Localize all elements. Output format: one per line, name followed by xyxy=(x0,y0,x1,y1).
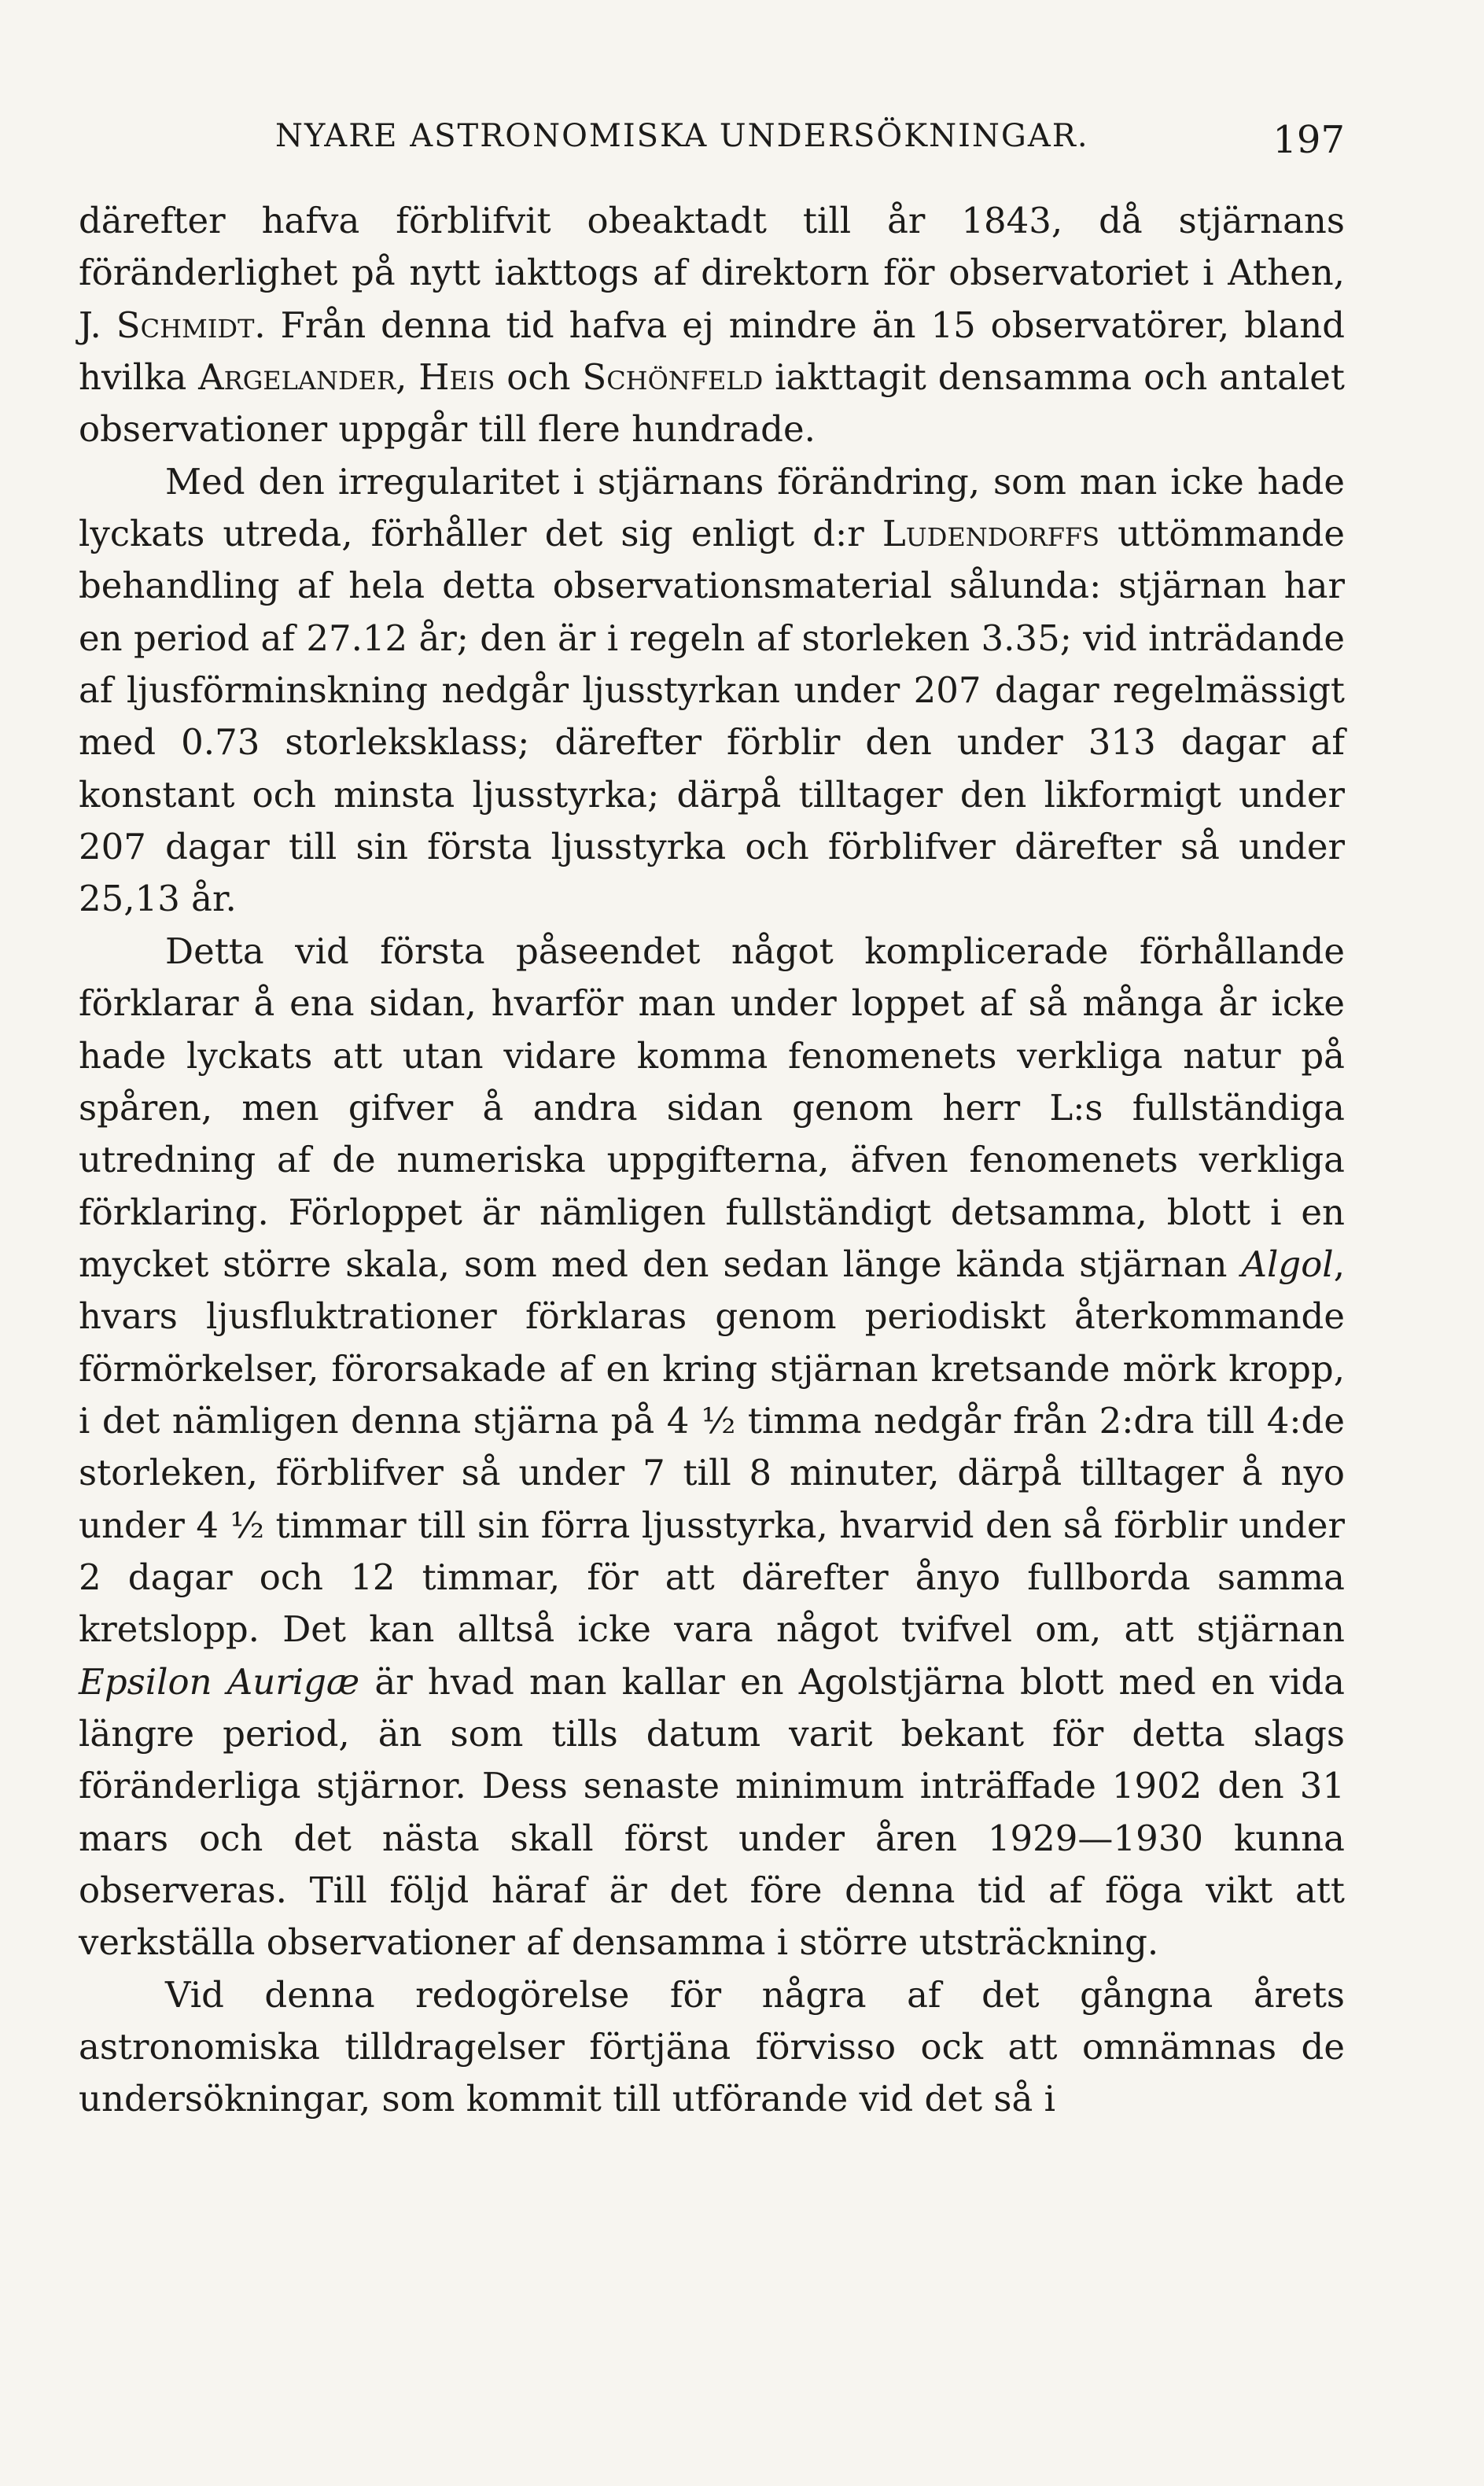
author-name: Argelander xyxy=(198,356,396,399)
running-head: NYARE ASTRONOMISKA UNDERSÖKNINGAR. xyxy=(275,118,1089,154)
paragraph-1: därefter hafva förblifvit obeaktadt till år 1843, då stjärnans föränderlighet på nytt iakttogs af direktorn för observatoriet i Athen, J. Schmidt. Från denna tid hafva ej mindre än 15 observatörer, bland hvilka Argelander, Heis och Schönfeld iakttagit densamma och antalet observationer uppgår till flere hundrade. xyxy=(79,200,1346,451)
page-number: 197 xyxy=(1272,118,1345,162)
body-text xyxy=(79,195,1345,2126)
author-name: Schmidt xyxy=(116,304,255,346)
author-name: Schönfeld xyxy=(582,356,764,399)
paragraph-4: Vid denna redogörelse för några af det gångna årets astronomiska tilldragelser förtjäna förvisso ock att omnämnas de undersökningar, som kommit till utförande vid det så i xyxy=(79,1973,1345,2120)
author-name: Heis xyxy=(418,356,495,399)
paragraph-2: Med den irregularitet i stjärnans förändring, som man icke hade lyckats utreda, förhåller det sig enligt d:r Ludendorffs uttömmande behandling af hela detta observationsmaterial sålunda: stjärnan har en period af 27.12 år; den är i regeln af storleken 3.35; vid inträdande af ljusförminskning nedgår ljusstyrkan under 207 dagar regelmässigt med 0.73 storleksklass; därefter förblir den under 313 dagar af konstant och minsta ljusstyrka; därpå tilltager den likformigt under 207 dagar till sin första ljusstyrka och förblifver därefter så under 25,13 år. xyxy=(79,460,1345,920)
star-name: Epsilon Aurigæ xyxy=(79,1660,360,1703)
author-name: Ludendorffs xyxy=(882,513,1100,555)
star-name: Algol xyxy=(1241,1243,1334,1285)
page-header xyxy=(79,118,1345,165)
paragraph-3: Detta vid första påseendet något komplicerade förhållande förklarar å ena sidan, hvarför man under loppet af så många år icke hade lyckats att utan vidare komma fenomenets verkliga natur på spåren, men gifver å andra sidan genom herr L:s fullständiga utredning af de numeriska uppgifterna, äfven fenomenets verkliga förklaring. Förloppet är nämligen fullständigt detsamma, blott i en mycket större skala, som med den sedan länge kända stjärnan Algol, hvars ljusfluktrationer förklaras genom periodiskt återkommande förmörkelser, förorsakade af en kring stjärnan kretsande mörk kropp, i det nämligen denna stjärna på 4 ½ timma nedgår från 2:dra till 4:de storleken, förblifver så under 7 till 8 minuter, därpå tilltager å nyo under 4 ½ timmar till sin förra ljusstyrka, hvarvid den så förblir under 2 dagar och 12 timmar, för att därefter ånyo fullborda samma kretslopp. Det kan alltså icke vara något tvifvel om, att stjärnan Epsilon Aurigæ är hvad man kallar en Agolstjärna blott med en vida längre period, än som tills datum varit bekant för detta slags föränderliga stjärnor. Dess senaste minimum inträffade 1902 den 31 mars och det nästa skall först under åren 1929—1930 kunna observeras. Till följd häraf är det före denna tid af föga vikt att verkställa observationer af densamma i större utsträckning. xyxy=(79,930,1345,1964)
